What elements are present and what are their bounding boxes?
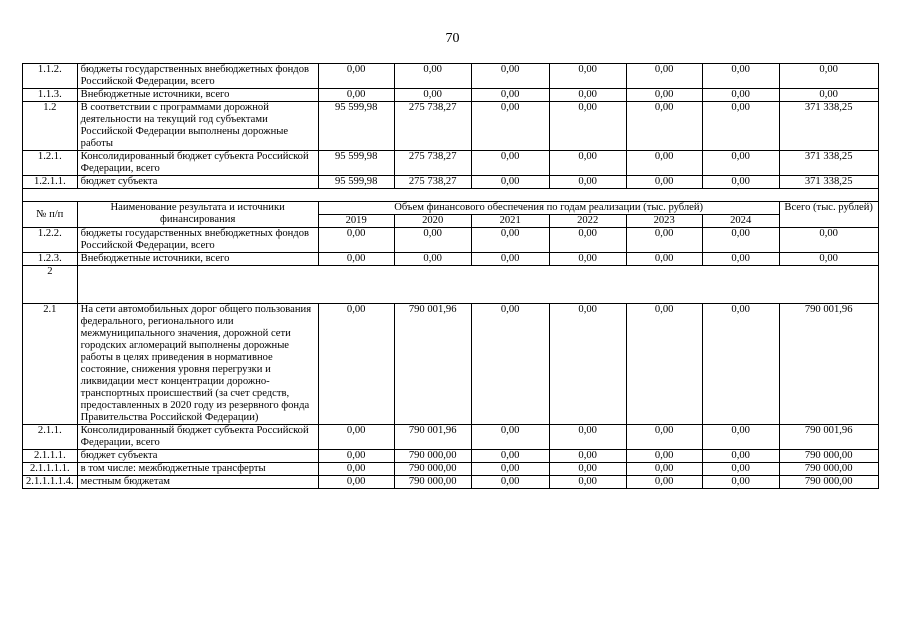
row-value: 0,00 — [471, 176, 549, 189]
row-value: 0,00 — [471, 151, 549, 176]
row-value: 275 738,27 — [394, 151, 471, 176]
row-name: местным бюджетам — [77, 476, 318, 489]
row-number: 1.2 — [23, 102, 78, 151]
row-total: 790 000,00 — [779, 463, 878, 476]
row-value: 0,00 — [318, 253, 394, 266]
row-value: 0,00 — [549, 450, 626, 463]
row-value: 0,00 — [471, 304, 549, 425]
separator-row — [23, 189, 879, 202]
row-value: 790 001,96 — [394, 304, 471, 425]
row-value: 0,00 — [471, 89, 549, 102]
table-row — [23, 253, 879, 266]
row-name: Консолидированный бюджет субъекта Российской Федерации, всего — [77, 425, 318, 450]
row-number: 2.1.1. — [23, 425, 78, 450]
row-value: 790 000,00 — [394, 476, 471, 489]
row-number: 1.2.1. — [23, 151, 78, 176]
row-value: 0,00 — [626, 425, 702, 450]
header-name: Наименование результата и источники финансирования — [77, 202, 318, 228]
row-name: бюджет субъекта — [77, 176, 318, 189]
row-value: 0,00 — [549, 253, 626, 266]
row-number: 1.2.1.1. — [23, 176, 78, 189]
header-year: 2022 — [549, 215, 626, 228]
row-value: 0,00 — [626, 64, 702, 89]
row-value: 0,00 — [549, 228, 626, 253]
table-row — [23, 425, 879, 450]
row-value: 0,00 — [702, 151, 779, 176]
row-value: 0,00 — [549, 64, 626, 89]
row-value: 0,00 — [626, 463, 702, 476]
row-value: 0,00 — [394, 64, 471, 89]
row-total: 0,00 — [779, 89, 878, 102]
row-name: в том числе: межбюджетные трансферты — [77, 463, 318, 476]
row-name: Внебюджетные источники, всего — [77, 89, 318, 102]
row-value: 0,00 — [626, 476, 702, 489]
table-row — [23, 151, 879, 176]
row-value: 0,00 — [702, 304, 779, 425]
row-number: 2.1 — [23, 304, 78, 425]
table-row — [23, 450, 879, 463]
separator-cell — [23, 189, 879, 202]
row-total: 790 000,00 — [779, 450, 878, 463]
row-total: 0,00 — [779, 253, 878, 266]
row-name: Консолидированный бюджет субъекта Российской Федерации, всего — [77, 151, 318, 176]
row-value: 0,00 — [471, 228, 549, 253]
financing-table — [22, 63, 879, 489]
row-name: бюджет субъекта — [77, 450, 318, 463]
table-row — [23, 89, 879, 102]
row-total: 0,00 — [779, 64, 878, 89]
row-value: 0,00 — [626, 176, 702, 189]
row-value: 0,00 — [318, 64, 394, 89]
row-value: 0,00 — [471, 253, 549, 266]
row-value: 0,00 — [702, 64, 779, 89]
row-value: 0,00 — [626, 228, 702, 253]
row-value: 0,00 — [471, 64, 549, 89]
row-total: 371 338,25 — [779, 151, 878, 176]
row-total: 790 000,00 — [779, 476, 878, 489]
row-number: 1.1.3. — [23, 89, 78, 102]
row-value: 0,00 — [702, 102, 779, 151]
row-value: 0,00 — [549, 89, 626, 102]
row-value: 0,00 — [318, 463, 394, 476]
row-value: 0,00 — [549, 476, 626, 489]
header-year: 2019 — [318, 215, 394, 228]
row-value: 0,00 — [702, 476, 779, 489]
row-total: 790 001,96 — [779, 425, 878, 450]
table-row — [23, 304, 879, 425]
row-value: 0,00 — [702, 450, 779, 463]
row-value: 0,00 — [318, 304, 394, 425]
row-name: бюджеты государственных внебюджетных фондов Российской Федерации, всего — [77, 64, 318, 89]
row-value: 0,00 — [626, 253, 702, 266]
row-value: 0,00 — [702, 253, 779, 266]
row-number: 2.1.1.1.1. — [23, 463, 78, 476]
row-value: 275 738,27 — [394, 176, 471, 189]
row-value: 790 000,00 — [394, 450, 471, 463]
row-value: 0,00 — [549, 304, 626, 425]
row-value: 0,00 — [394, 228, 471, 253]
row-value: 0,00 — [471, 476, 549, 489]
row-value: 0,00 — [318, 425, 394, 450]
row-number: 1.1.2. — [23, 64, 78, 89]
row-value: 790 001,96 — [394, 425, 471, 450]
row-value: 0,00 — [318, 89, 394, 102]
row-value: 0,00 — [318, 228, 394, 253]
row-name: На сети автомобильных дорог общего пользования федерального, регионального или межмуниципального значения, дорожной сети городских агломераций выполнены дорожные работы в целях приведения в нормативное состояние, снижения уровня перегрузки и ликвидации мест концентрации дорожно-транспортных происшествий (за счет средств, предоставленных в 2020 году из резервного фонда Правительства Российской Федерации) — [77, 304, 318, 425]
table-body-bottom — [23, 228, 879, 489]
header-num: № п/п — [23, 202, 78, 228]
row-total: 0,00 — [779, 228, 878, 253]
row-value: 0,00 — [471, 450, 549, 463]
row-value: 0,00 — [702, 176, 779, 189]
row-name: Внебюджетные источники, всего — [77, 253, 318, 266]
row-value: 0,00 — [702, 228, 779, 253]
row-total: 371 338,25 — [779, 102, 878, 151]
table-row — [23, 64, 879, 89]
table-row — [23, 102, 879, 151]
table-row — [23, 228, 879, 253]
row-value: 0,00 — [318, 476, 394, 489]
row-number: 2.1.1.1. — [23, 450, 78, 463]
row-value: 0,00 — [471, 102, 549, 151]
row-value: 0,00 — [626, 102, 702, 151]
header-total: Всего (тыс. рублей) — [779, 202, 878, 228]
row-value: 0,00 — [549, 102, 626, 151]
row-value: 0,00 — [626, 151, 702, 176]
row-value: 0,00 — [549, 463, 626, 476]
header-year: 2021 — [471, 215, 549, 228]
row-value: 790 000,00 — [394, 463, 471, 476]
row-value: 0,00 — [626, 304, 702, 425]
row-value: 0,00 — [626, 89, 702, 102]
row-value: 0,00 — [471, 425, 549, 450]
table-body-top — [23, 64, 879, 189]
section-row — [23, 266, 879, 304]
row-number: 1.2.2. — [23, 228, 78, 253]
row-value: 0,00 — [702, 425, 779, 450]
table-row — [23, 476, 879, 489]
section-title — [77, 266, 878, 304]
row-value: 0,00 — [471, 463, 549, 476]
table-separator — [23, 189, 879, 202]
row-value: 0,00 — [394, 253, 471, 266]
row-value: 0,00 — [394, 89, 471, 102]
row-value: 275 738,27 — [394, 102, 471, 151]
page-number: 70 — [445, 31, 460, 46]
row-value: 0,00 — [702, 463, 779, 476]
header-year: 2020 — [394, 215, 471, 228]
row-value: 0,00 — [702, 89, 779, 102]
row-value: 95 599,98 — [318, 151, 394, 176]
section-number: 2 — [23, 266, 78, 304]
row-value: 0,00 — [626, 450, 702, 463]
row-total: 371 338,25 — [779, 176, 878, 189]
header-row — [23, 202, 879, 215]
row-name: бюджеты государственных внебюджетных фондов Российской Федерации, всего — [77, 228, 318, 253]
row-name: В соответствии с программами дорожной деятельности на текущий год субъектами Российской Федерации выполнены дорожные работы — [77, 102, 318, 151]
row-value: 0,00 — [318, 450, 394, 463]
table-header — [23, 202, 879, 228]
row-value: 0,00 — [549, 176, 626, 189]
header-year: 2023 — [626, 215, 702, 228]
row-value: 95 599,98 — [318, 176, 394, 189]
row-value: 95 599,98 — [318, 102, 394, 151]
row-number: 2.1.1.1.1.4. — [23, 476, 78, 489]
row-value: 0,00 — [549, 425, 626, 450]
row-value: 0,00 — [549, 151, 626, 176]
table-row — [23, 176, 879, 189]
table-row — [23, 463, 879, 476]
row-total: 790 001,96 — [779, 304, 878, 425]
header-year: 2024 — [702, 215, 779, 228]
header-volume: Объем финансового обеспечения по годам реализации (тыс. рублей) — [318, 202, 779, 215]
row-number: 1.2.3. — [23, 253, 78, 266]
